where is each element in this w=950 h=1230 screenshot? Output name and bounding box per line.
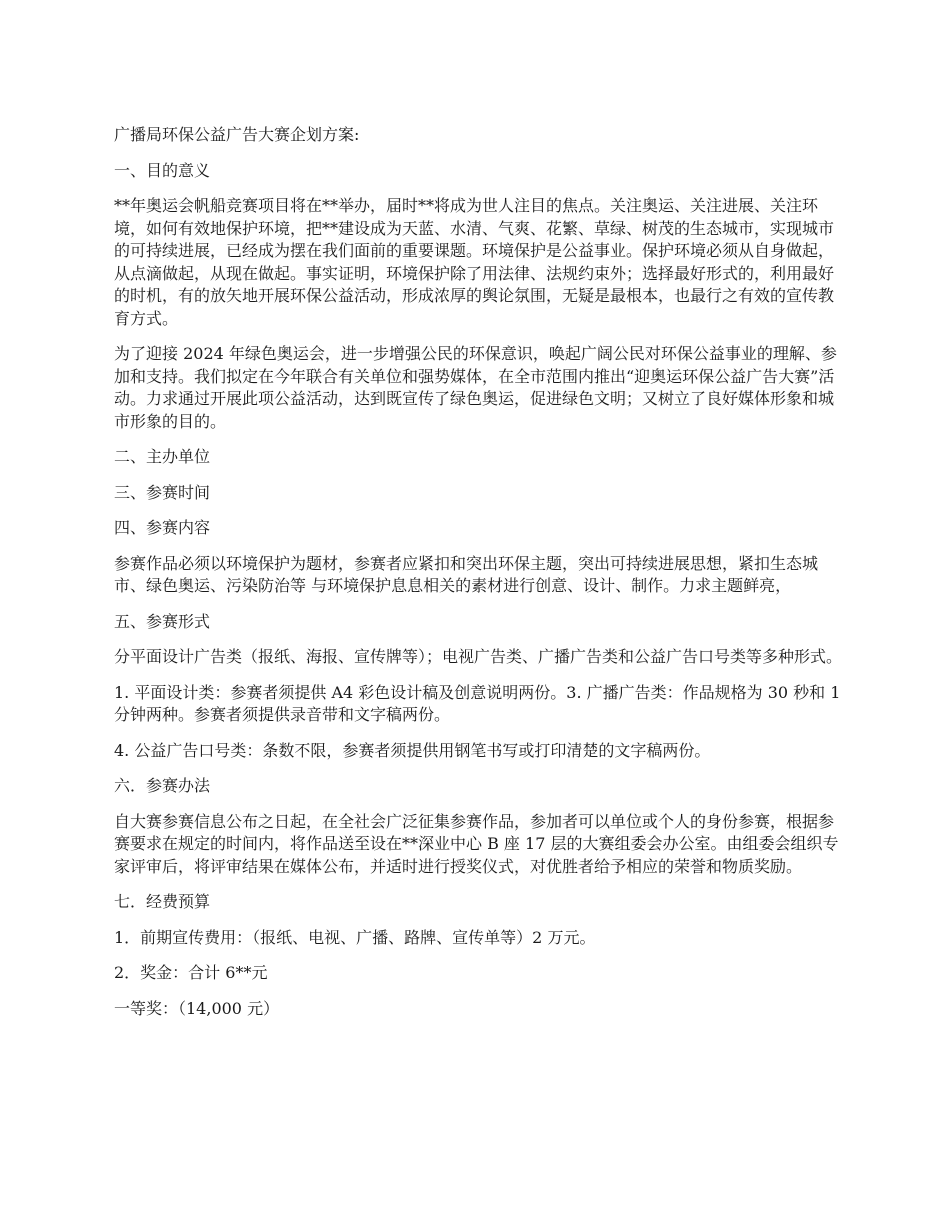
section-heading-content: 四、参赛内容 bbox=[114, 518, 211, 537]
budget-item-2: 2．奖金：合计 6**元 bbox=[114, 963, 268, 982]
paragraph-format-item-1: 1. 平面设计类：参赛者须提供 A4 彩色设计稿及创意说明两份。3. 广播广告类：作品规格为 30 秒和 1 分钟两种。参赛者须提供录音带和文字稿两份。 bbox=[114, 682, 841, 724]
paragraph-purpose-1: **年奥运会帆船竞赛项目将在**举办，届时**将成为世人注目的焦点。关注奥运、关注进展、关注环境，如何有效地保护环境，把**建设成为天蓝、水清、气爽、花繁、草绿、树茂的生态城市，实现城市的可持续进展，已经成为摆在我们面前的重要课题。环境保护是公益事业。保护环境必须从自身做起，从点滴做起，从现在做起。事实证明，环境保护除了用法律、法规约束外；选择最好形式的，利用最好的时机，有的放矢地开展环保公益活动，形成浓厚的舆论氛围，无疑是最根本，也最行之有效的宣传教育方式。 bbox=[114, 196, 835, 328]
document-title: 广播局环保公益广告大赛企划方案: bbox=[114, 125, 360, 144]
paragraph-format-item-4: 4. 公益广告口号类：条数不限，参赛者须提供用钢笔书写或打印清楚的文字稿两份。 bbox=[114, 740, 711, 760]
paragraph-purpose-2: 为了迎接 2024 年绿色奥运会，进一步增强公民的环保意识，唤起广阔公民对环保公益事业的理解、参加和支持。我们拟定在今年联合有关单位和强势媒体，在全市范围内推出“迎奥运环保公益广告大赛”活动。力求通过开展此项公益活动，达到既宣传了绿色奥运，促进绿色文明；又树立了良好媒体形象和城市形象的目的。 bbox=[114, 344, 837, 431]
section-heading-budget: 七．经费预算 bbox=[114, 892, 211, 911]
paragraph-format: 分平面设计广告类（报纸、海报、宣传牌等）；电视广告类、广播广告类和公益广告口号类等多种形式。 bbox=[114, 647, 843, 666]
section-heading-organizer: 二、主办单位 bbox=[114, 447, 211, 466]
section-heading-purpose: 一、目的意义 bbox=[114, 160, 211, 180]
section-heading-method: 六．参赛办法 bbox=[114, 776, 211, 795]
section-heading-time: 三、参赛时间 bbox=[114, 482, 211, 502]
section-heading-format: 五、参赛形式 bbox=[114, 611, 211, 631]
document-body bbox=[114, 124, 844, 1033]
paragraph-method: 自大赛参赛信息公布之日起，在全社会广泛征集参赛作品，参加者可以单位或个人的身份参赛，根据参赛要求在规定的时间内，将作品送至设在**深业中心 B 座 17 层的大赛组委会办公室。由组委会组织专家评审后，将评审结果在媒体公布，并适时进行授奖仪式，对优胜者给予相应的荣誉和物质奖励。 bbox=[114, 811, 839, 876]
paragraph-content: 参赛作品必须以环境保护为题材，参赛者应紧扣和突出环保主题，突出可持续进展思想，紧扣生态城市、绿色奥运、污染防治等 与环境保护息息相关的素材进行创意、设计、制作。力求主题鲜亮， bbox=[114, 553, 819, 595]
budget-item-1: 1．前期宣传费用：（报纸、电视、广播、路牌、宣传单等）2 万元。 bbox=[114, 927, 596, 947]
budget-first-prize: 一等奖：（14,000 元） bbox=[114, 998, 280, 1018]
